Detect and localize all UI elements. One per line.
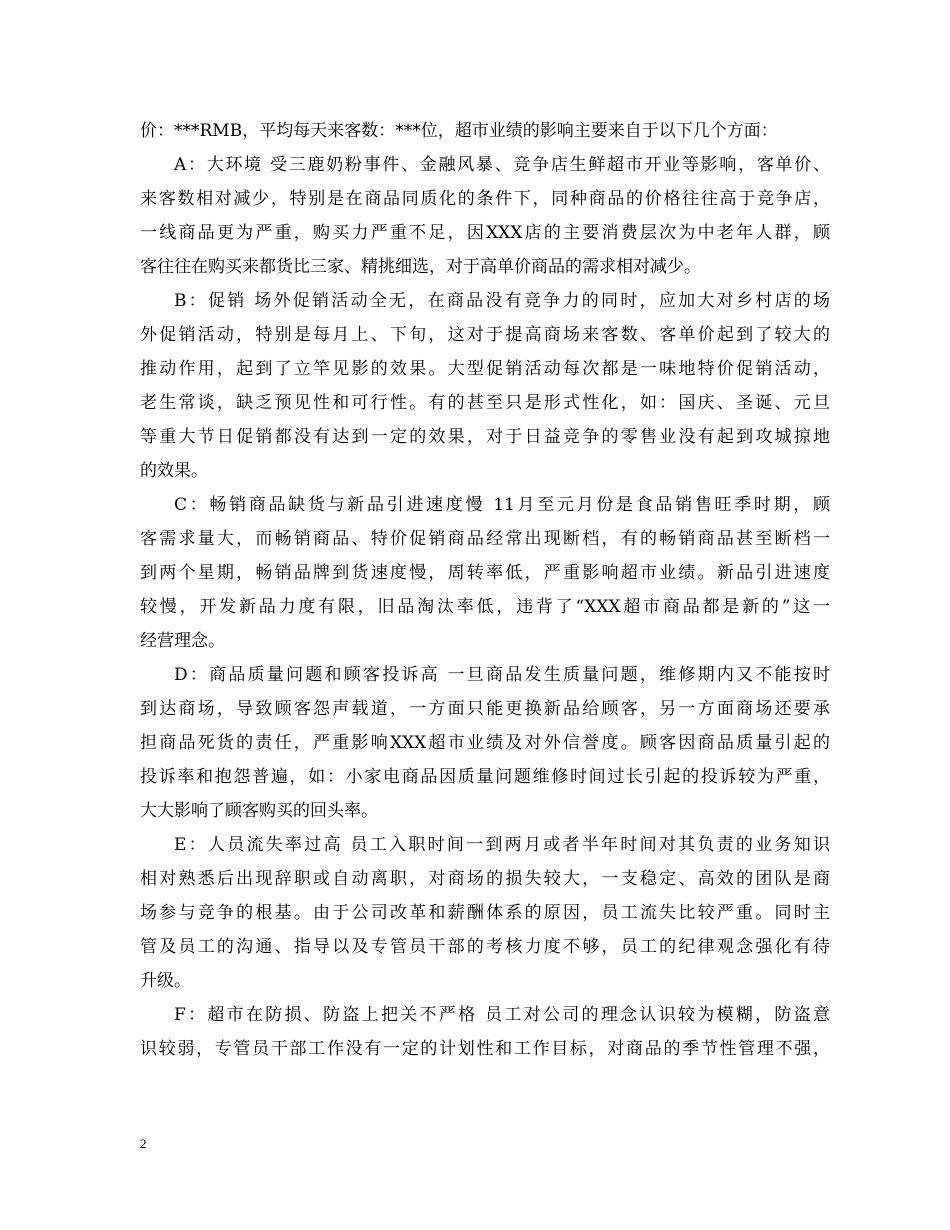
text-line: 客往往在购买来都货比三家、精挑细选，对于高单价商品的需求相对减少。: [140, 257, 701, 277]
text-line: 较慢，开发新品力度有限，旧品淘汰率低，违背了“XXX超市商品都是新的”这一: [140, 597, 830, 617]
text-line: 一线商品更为严重，购买力严重不足，因XXX店的主要消费层次为中老年人群，顾: [140, 223, 830, 243]
text-line: 相对熟悉后出现辞职或自动离职，对商场的损失较大，一支稳定、高效的团队是商: [140, 869, 830, 889]
text-line: D：商品质量问题和顾客投诉高 一旦商品发生质量问题，维修期内又不能按时: [174, 665, 830, 685]
text-line: 来客数相对减少，特别是在商品同质化的条件下，同种商品的价格往往高于竞争店，: [140, 189, 830, 209]
text-line: 客需求量大，而畅销商品、特价促销商品经常出现断档，有的畅销商品甚至断档一: [140, 529, 830, 549]
text-line: 升级。: [140, 971, 191, 991]
text-line: C：畅销商品缺货与新品引进速度慢 11月至元月份是食品销售旺季时期，顾: [174, 495, 830, 515]
text-line: 价：***RMB，平均每天来客数：***位，超市业绩的影响主要来自于以下几个方面：: [140, 121, 778, 141]
text-line: 场参与竞争的根基。由于公司改革和薪酬体系的原因，员工流失比较严重。同时主: [140, 903, 830, 923]
text-line: A：大环境 受三鹿奶粉事件、金融风暴、竞争店生鲜超市开业等影响，客单价、: [174, 155, 830, 175]
text-line: 担商品死货的责任，严重影响XXX超市业绩及对外信誉度。顾客因商品质量引起的: [140, 733, 830, 753]
text-line: 推动作用，起到了立竿见影的效果。大型促销活动每次都是一味地特价促销活动，: [140, 359, 830, 379]
text-line: 识较弱，专管员干部工作没有一定的计划性和工作目标，对商品的季节性管理不强，: [140, 1039, 830, 1059]
text-line: 外促销活动，特别是每月上、下旬，这对于提高商场来客数、客单价起到了较大的: [140, 325, 830, 345]
text-line: 经营理念。: [140, 631, 225, 651]
text-line: 老生常谈，缺乏预见性和可行性。有的甚至只是形式性化，如：国庆、圣诞、元旦: [140, 393, 830, 413]
text-line: 大大影响了顾客购买的回头率。: [140, 801, 378, 821]
text-line: F：超市在防损、防盗上把关不严格 员工对公司的理念认识较为模糊，防盗意: [174, 1005, 830, 1025]
text-line: E：人员流失率过高 员工入职时间一到两月或者半年时间对其负责的业务知识: [174, 835, 830, 855]
text-line: 等重大节日促销都没有达到一定的效果，对于日益竞争的零售业没有起到攻城掠地: [140, 427, 830, 447]
text-line: 到两个星期，畅销品牌到货速度慢，周转率低，严重影响超市业绩。新品引进速度: [140, 563, 830, 583]
text-line: 到达商场，导致顾客怨声载道，一方面只能更换新品给顾客，另一方面商场还要承: [140, 699, 830, 719]
document-body: [140, 114, 830, 1066]
text-line: 管及员工的沟通、指导以及专管员干部的考核力度不够，员工的纪律观念强化有待: [140, 937, 830, 957]
page-number: 2: [140, 1136, 147, 1151]
text-line: B：促销 场外促销活动全无，在商品没有竞争力的同时，应加大对乡村店的场: [174, 291, 830, 311]
text-line: 的效果。: [140, 461, 208, 481]
text-line: 投诉率和抱怨普遍，如：小家电商品因质量问题维修时间过长引起的投诉较为严重，: [140, 767, 830, 787]
